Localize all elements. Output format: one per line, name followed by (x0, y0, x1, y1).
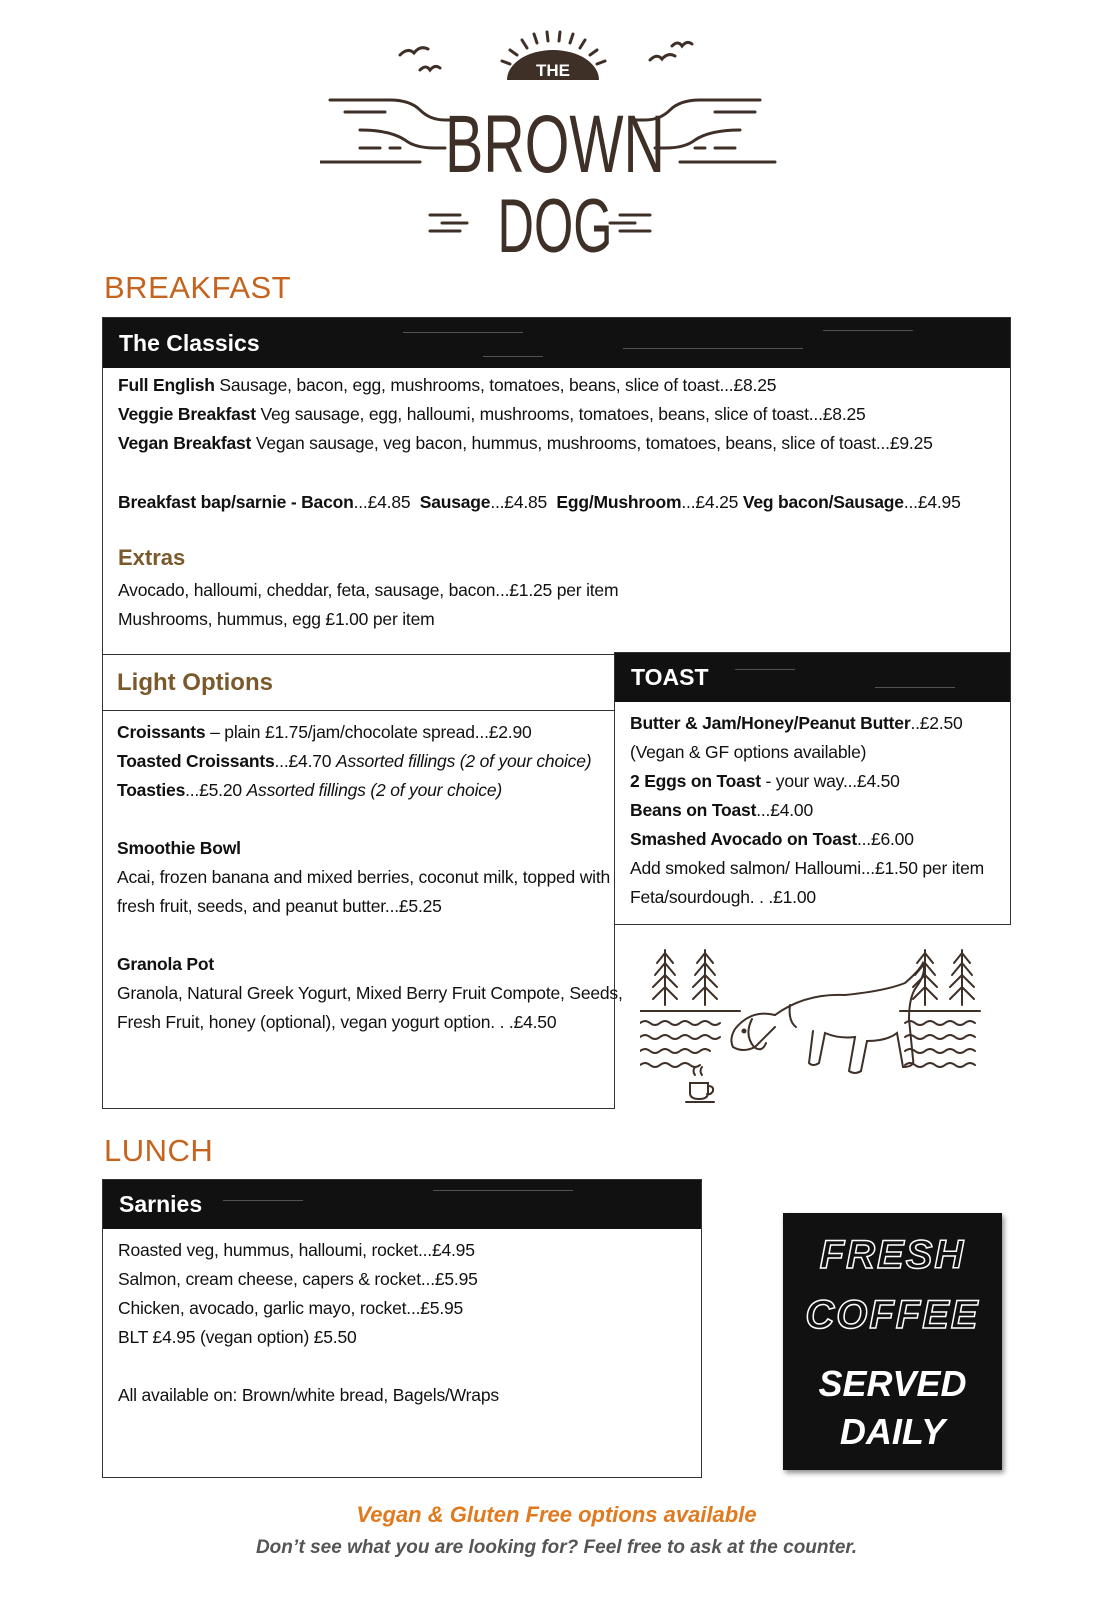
classics-header (103, 318, 1010, 368)
coffee-cup-icon (690, 1083, 708, 1099)
tree-icon (950, 950, 974, 1005)
light-options-header (103, 655, 614, 711)
classics-box (102, 317, 1011, 656)
sarnies-heading: Sarnies (119, 1191, 203, 1217)
classics-heading: The Classics (119, 329, 260, 356)
sarnie-item: Salmon, cream cheese, capers & rocket...£5.95 (118, 1269, 478, 1289)
toast-note: (Vegan & GF options available) (630, 742, 867, 762)
classics-item: Veggie Breakfast Veg sausage, egg, halloumi, mushrooms, tomatoes, beans, slice of toast...£8.25 (118, 404, 866, 424)
lunch-title: LUNCH (104, 1133, 214, 1168)
sarnies-header (103, 1180, 701, 1229)
light-options-box (102, 654, 623, 1109)
toast-extra: Feta/sourdough. . .£1.00 (630, 887, 816, 907)
extras-item: Avocado, halloumi, cheddar, feta, sausage, bacon...£1.25 per item (118, 580, 619, 600)
toast-item: Butter & Jam/Honey/Peanut Butter..£2.50 (630, 713, 963, 733)
tree-icon (693, 950, 717, 1005)
sarnies-note: All available on: Brown/white bread, Bagels/Wraps (118, 1385, 499, 1405)
fresh-coffee-panel (783, 1213, 1002, 1470)
tree-icon (653, 950, 677, 1005)
svg-text:THE: THE (536, 61, 570, 80)
sarnie-item: BLT £4.95 (vegan option) £5.50 (118, 1327, 357, 1347)
croissants-line: Croissants – plain £1.75/jam/chocolate spread...£2.90 (117, 722, 532, 742)
toast-item: Smashed Avocado on Toast...£6.00 (630, 829, 914, 849)
svg-text:DOG: DOG (497, 184, 613, 260)
dog-illustration (640, 945, 990, 1115)
sarnie-item: Roasted veg, hummus, halloumi, rocket...£4.95 (118, 1240, 475, 1260)
toast-box (614, 652, 1011, 925)
toast-extra: Add smoked salmon/ Halloumi...£1.50 per item (630, 858, 985, 878)
sarnie-item: Chicken, avocado, garlic mayo, rocket...£5.95 (118, 1298, 464, 1318)
fresh-text: FRESH (819, 1233, 966, 1277)
breakfast-title: BREAKFAST (104, 270, 292, 305)
dietary-note: Vegan & Gluten Free options available (356, 1502, 757, 1527)
classics-item: Vegan Breakfast Vegan sausage, veg bacon, hummus, mushrooms, tomatoes, beans, slice of toast...£9.25 (118, 433, 933, 453)
sarnies-box (102, 1179, 702, 1478)
extras-item: Mushrooms, hummus, egg £1.00 per item (118, 609, 435, 629)
coffee-text: COFFEE (805, 1293, 980, 1337)
daily-text: DAILY (839, 1411, 946, 1452)
brown-dog-logo (320, 30, 790, 260)
toast-item: Beans on Toast...£4.00 (630, 800, 813, 820)
classics-list (118, 371, 933, 458)
extras-heading: Extras (118, 545, 186, 570)
dog-drinking-icon (640, 945, 990, 1115)
logo-graphic (320, 30, 790, 260)
tree-icon (913, 950, 937, 1005)
toasted-croissants-line: Toasted Croissants...£4.70 Assorted fillings (2 of your choice) (117, 751, 592, 771)
granola-pot-name: Granola Pot (117, 954, 214, 974)
toast-header (615, 653, 1010, 702)
toast-heading: TOAST (631, 664, 709, 690)
smoothie-bowl-desc: Acai, frozen banana and mixed berries, coconut milk, topped with (117, 867, 611, 887)
svg-text:BROWN: BROWN (445, 99, 665, 190)
classics-item: Full English Sausage, bacon, egg, mushrooms, tomatoes, beans, slice of toast...£8.25 (118, 375, 777, 395)
smoothie-bowl-name: Smoothie Bowl (117, 838, 241, 858)
toast-item: 2 Eggs on Toast - your way...£4.50 (630, 771, 900, 791)
granola-pot-desc: Granola, Natural Greek Yogurt, Mixed Berry Fruit Compote, Seeds, (117, 983, 623, 1003)
light-options-heading: Light Options (117, 668, 273, 696)
ask-counter-note: Don’t see what you are looking for? Feel free to ask at the counter. (255, 1537, 858, 1558)
toast-list (630, 709, 984, 912)
smoothie-bowl-desc: fresh fruit, seeds, and peanut butter...£5.25 (117, 896, 442, 916)
granola-pot-desc: Fresh Fruit, honey (optional), vegan yogurt option. . .£4.50 (117, 1012, 557, 1032)
extras-list (118, 576, 618, 634)
served-text: SERVED (818, 1363, 967, 1404)
light-options-list (117, 718, 623, 1037)
toasties-line: Toasties...£5.20 Assorted fillings (2 of your choice) (117, 780, 502, 800)
sarnies-list (118, 1236, 499, 1410)
breakfast-bap-line: Breakfast bap/sarnie - Bacon...£4.85 Sausage...£4.85 Egg/Mushroom...£4.25 Veg bacon/Sausage...£4.95 (118, 492, 961, 512)
